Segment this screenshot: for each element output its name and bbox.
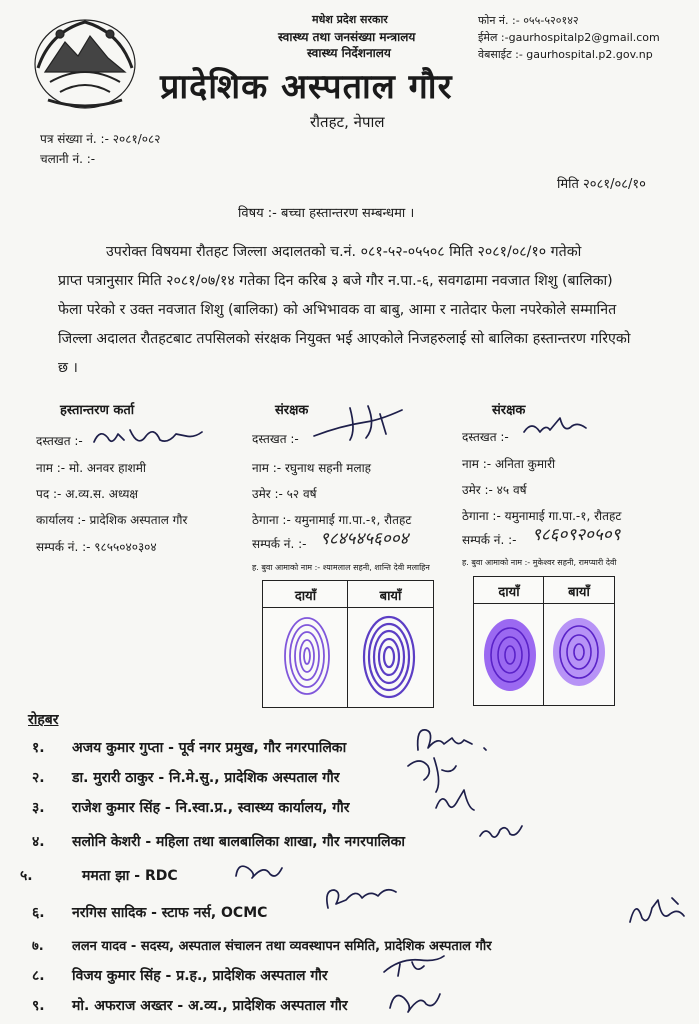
witness-number: १. [32,740,45,756]
right-thumb-label: दायाँ [498,585,520,600]
witness-row [20,798,350,817]
witness-number: ८. [32,968,45,984]
dispatch-number: चलानी नं. :- [40,152,96,166]
handover-heading: हस्तान्तरण कर्ता [60,403,135,418]
witness-number: ३. [32,800,45,816]
left-thumb-print-icon [361,613,417,701]
handover-signature-label: दस्तखत :- [36,434,83,448]
phone-line: फोन नं. :- ०५५-५२०१४२ [478,14,579,27]
guardian1-address: ठेगाना :- यमुनामाई गा.पा.-१, रौतहट [252,513,412,527]
witness-number: ९. [32,998,45,1014]
guardian2-age: उमेर :- ४५ वर्ष [462,483,527,497]
guardian1-heading: संरक्षक [275,403,309,418]
witness-row [20,996,348,1015]
handover-post: पद :- अ.व्य.स. अध्यक्ष [36,487,139,501]
right-thumb-label: दायाँ [294,589,317,604]
guardian1-fingerprint-box [262,580,434,708]
witness7-signature-icon [626,892,692,932]
left-thumb-label: बायाँ [568,585,590,600]
letter-number: पत्र संख्या नं. :- २०८१/०८२ [40,132,161,146]
witness-number: ६. [32,905,45,921]
directorate-line: स्वास्थ्य निर्देशनालय [307,46,391,60]
witness3-signature-icon [430,784,480,818]
guardian2-address: ठेगाना :- यमुनामाई गा.पा.-१, रौतहट [462,509,622,523]
letter-subject: विषय :- बच्चा हस्तान्तरण सम्बन्धमा । [238,206,415,221]
witness-row [20,768,340,787]
guardian1-parents: ह. बुवा आमाको नाम :- श्यामलाल सहनी, शान्ति देवी मलाहिन [252,563,430,572]
witness-row [20,966,328,985]
witness4-signature-icon [476,818,526,844]
left-thumb-print-icon [550,613,608,691]
guardian1-signature-label: दस्तखत :- [252,432,299,446]
guardian2-name: नाम :- अनिता कुमारी [462,457,556,471]
body-line: प्राप्त पत्रानुसार मिति २०८१/०७/१४ गतेका दिन करिब ३ बजे गौर न.पा.-६, सवगढामा नवजात शिशु (बालिका) [58,273,613,289]
witness-number: ४. [32,834,45,850]
witness6-signature-icon [322,880,402,916]
witness-heading: रोहबर [28,712,59,728]
witness-text: ममता झा - RDC [82,868,178,884]
witness8-signature-icon [380,950,448,980]
website-line: वेबसाईट :- gaurhospital.p2.gov.np [478,48,653,61]
guardian2-fingerprint-box [473,576,615,706]
guardian2-contact-label: सम्पर्क नं. :- [462,533,517,547]
guardian2-contact-handwritten: ९८६०९२०५०९ [532,525,621,545]
hospital-title: प्रादेशिक अस्पताल गौर [160,67,453,107]
guardian1-signature-icon [310,400,410,446]
witness-text: ललन यादव - सदस्य, अस्पताल संचालन तथा व्यवस्थापन समिति, प्रादेशिक अस्पताल गौर [72,939,492,954]
guardian2-signature-label: दस्तखत :- [462,430,509,444]
left-thumb-label: बायाँ [379,589,402,604]
witness-text: डा. मुरारी ठाकुर - नि.मे.सु., प्रादेशिक अस्पताल गौर [72,770,340,786]
witness-row [20,866,178,885]
guardian1-age: उमेर :- ५२ वर्ष [252,487,317,501]
guardian1-contact-label: सम्पर्क नं. :- [252,537,307,551]
right-thumb-print-icon [281,613,333,699]
handover-signature-icon [90,420,210,452]
hospital-location: रौतहट, नेपाल [310,113,385,131]
handover-office: कार्यालय :- प्रादेशिक अस्पताल गौर [36,513,188,527]
letter-body [58,238,658,383]
witness-text: नरगिस सादिक - स्टाफ नर्स, OCMC [72,905,268,921]
guardian1-name: नाम :- रघुनाथ सहनी मलाह [252,461,372,475]
ministry-line: स्वास्थ्य तथा जनसंख्या मन्त्रालय [278,30,416,44]
witness-text: अजय कुमार गुप्ता - पूर्व नगर प्रमुख, गौर नगरपालिका [72,740,347,756]
witness-row [20,832,405,851]
witness-row [20,738,346,757]
email-line: ईमेल :-gaurhospitalp2@gmail.com [478,31,660,44]
witness-text: राजेश कुमार सिंह - नि.स्वा.प्र., स्वास्थ्य कार्यालय, गौर [72,800,350,816]
witness-number: ७. [32,939,44,954]
guardian1-contact-handwritten: ९८४५४५६००४ [320,529,409,549]
handover-contact: सम्पर्क नं. :- ९८५५०४०३०४ [36,540,157,554]
guardian2-signature-icon [520,410,590,440]
body-line: छ । [58,360,78,376]
body-line: फेला परेको र उक्त नवजात शिशु (बालिका) को अभिभावक वा बाबु, आमा र नातेदार फेला नपरेकोले सम्मानित [58,302,617,318]
govt-line: मधेश प्रदेश सरकार [312,13,388,26]
witness-number: ५. [20,868,33,884]
witness-row [20,903,267,922]
witness-text: मो. अफराज अख्तर - अ.व्य., प्रादेशिक अस्पताल गौर [72,998,348,1014]
witness-number: २. [32,770,45,786]
body-line: जिल्ला अदालत रौतहटबाट तपसिलको संरक्षक नियुक्त भई आएकोले निजहरुलाई सो बालिका हस्तान्तरण गरिएको [58,331,631,347]
right-thumb-print-icon [482,615,538,695]
body-line: उपरोक्त विषयमा रौतहट जिल्ला अदालतको च.नं. ०८१-५२-०५५०८ मिति २०८१/०८/१० गतेको [106,244,582,260]
witness-text: विजय कुमार सिंह - प्र.ह., प्रादेशिक अस्पताल गौर [72,968,328,984]
letter-date: मिति २०८१/०८/१० [557,177,646,192]
witness9-signature-icon [384,984,444,1018]
witness5-signature-icon [230,856,286,884]
guardian2-heading: संरक्षक [492,403,526,418]
handover-name: नाम :- मो. अनवर हाशमी [36,461,147,475]
nepal-emblem-icon [30,12,140,112]
witness-text: सलोनि केशरी - महिला तथा बालबालिका शाखा, गौर नगरपालिका [72,834,405,850]
guardian2-parents: ह. बुवा आमाको नाम :- मुकेश्वर सहनी, रामप्यारी देवी [462,558,617,567]
